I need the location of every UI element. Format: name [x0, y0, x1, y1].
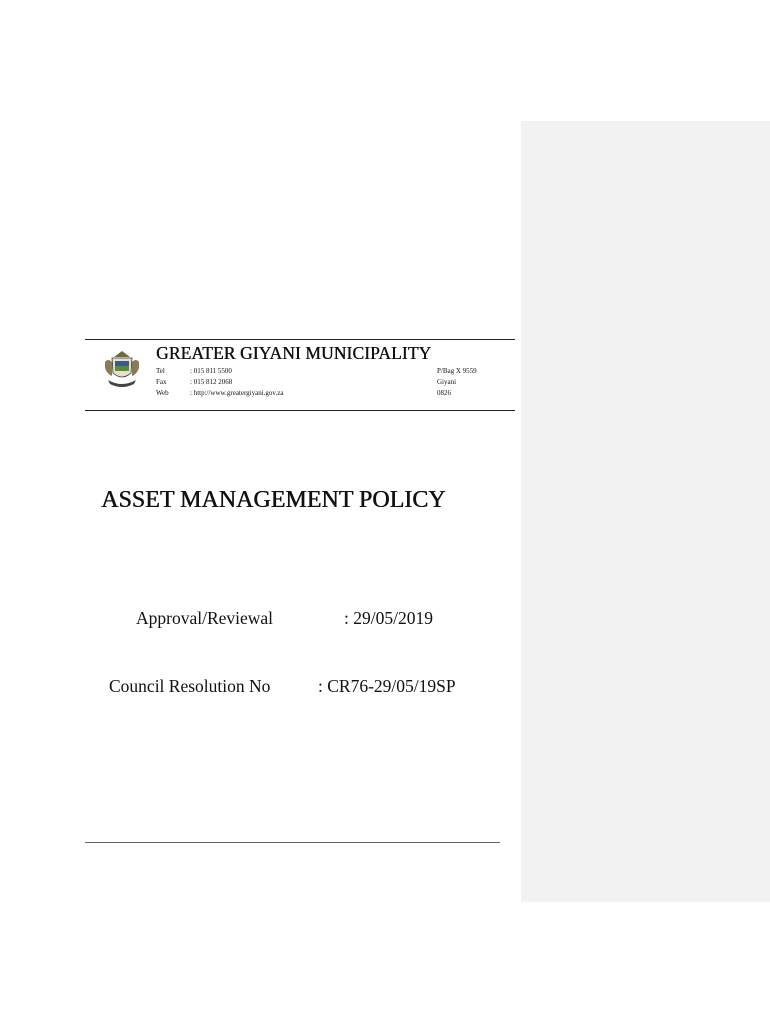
postal-line-bag: P/Bag X 9559 [437, 367, 477, 375]
postal-address [437, 366, 477, 399]
municipal-coat-of-arms-icon [100, 348, 144, 390]
header-bottom-rule [85, 410, 515, 411]
municipality-name: GREATER GIYANI MUNICIPALITY [156, 343, 432, 363]
contact-label-web: Web [156, 389, 169, 397]
footer-rule [85, 842, 500, 843]
contact-value-web: : http://www.greatergiyani.gov.za [190, 389, 284, 397]
contact-values [190, 366, 283, 399]
postal-line-town: Giyani [437, 378, 457, 386]
document-title: ASSET MANAGEMENT POLICY [101, 487, 446, 513]
contact-labels [156, 366, 169, 399]
header-top-rule [85, 339, 515, 340]
contact-label-fax: Fax [156, 378, 167, 386]
contact-value-tel: : 015 811 5500 [190, 367, 232, 375]
approval-label: Approval/Reviewal [136, 608, 274, 628]
resolution-number: : CR76-29/05/19SP [318, 676, 456, 696]
approval-date: : 29/05/2019 [344, 608, 433, 628]
contact-value-fax: : 015 812 2068 [190, 378, 233, 386]
contact-label-tel: Tel [156, 367, 165, 375]
comment-pane [521, 121, 770, 902]
resolution-label: Council Resolution No [109, 676, 271, 696]
postal-line-code: 0826 [437, 389, 451, 397]
